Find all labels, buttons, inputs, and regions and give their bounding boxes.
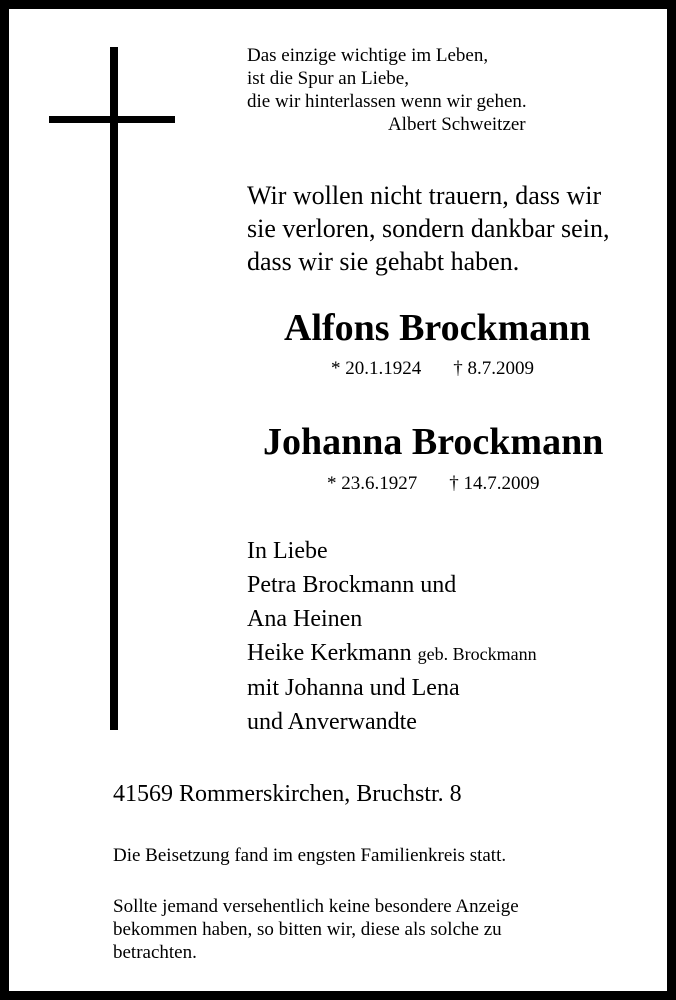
life-dates [331, 358, 534, 380]
birth-date: * 23.6.1927 [327, 473, 418, 494]
deceased-name: Johanna Brockmann [263, 421, 604, 463]
burial-note: Die Beisetzung fand im engsten Familienkreis statt. [113, 845, 507, 866]
quote-line: ist die Spur an Liebe, [247, 68, 409, 89]
death-date: † 14.7.2009 [449, 473, 540, 494]
notice-line: betrachten. [113, 942, 197, 963]
quote-line: die wir hinterlassen wenn wir gehen. [247, 91, 527, 112]
quote-author: Albert Schweitzer [387, 114, 526, 135]
birth-date: * 20.1.1924 [331, 358, 422, 379]
motto-line: dass wir sie gehabt haben. [247, 247, 520, 276]
mourner-line: Petra Brockmann und [247, 572, 457, 598]
deceased-name: Alfons Brockmann [284, 307, 591, 349]
address: 41569 Rommerskirchen, Bruchstr. 8 [113, 781, 462, 807]
mourner-name: Heike Kerkmann [247, 640, 412, 666]
notice-line: bekommen haben, so bitten wir, diese als solche zu [113, 919, 502, 940]
notice-line: Sollte jemand versehentlich keine besondere Anzeige [113, 896, 519, 917]
cross-horizontal-bar [49, 116, 175, 123]
death-date: † 8.7.2009 [453, 358, 534, 379]
motto-line: sie verloren, sondern dankbar sein, [247, 214, 610, 243]
motto-block [247, 179, 609, 278]
maiden-name-note: geb. Brockmann [417, 644, 537, 664]
mourner-line: Ana Heinen [247, 606, 363, 632]
notice-text [113, 895, 519, 964]
mourners-intro: In Liebe [247, 538, 328, 564]
mourner-line: mit Johanna und Lena [247, 675, 460, 701]
cross-vertical-bar [110, 47, 118, 730]
mourner-line: und Anverwandte [247, 709, 417, 735]
mourners-block [247, 534, 537, 739]
motto-line: Wir wollen nicht trauern, dass wir [247, 181, 602, 210]
life-dates [327, 473, 540, 495]
quote-block [247, 44, 527, 136]
quote-line: Das einzige wichtige im Leben, [247, 45, 489, 66]
mourner-line [247, 636, 537, 671]
